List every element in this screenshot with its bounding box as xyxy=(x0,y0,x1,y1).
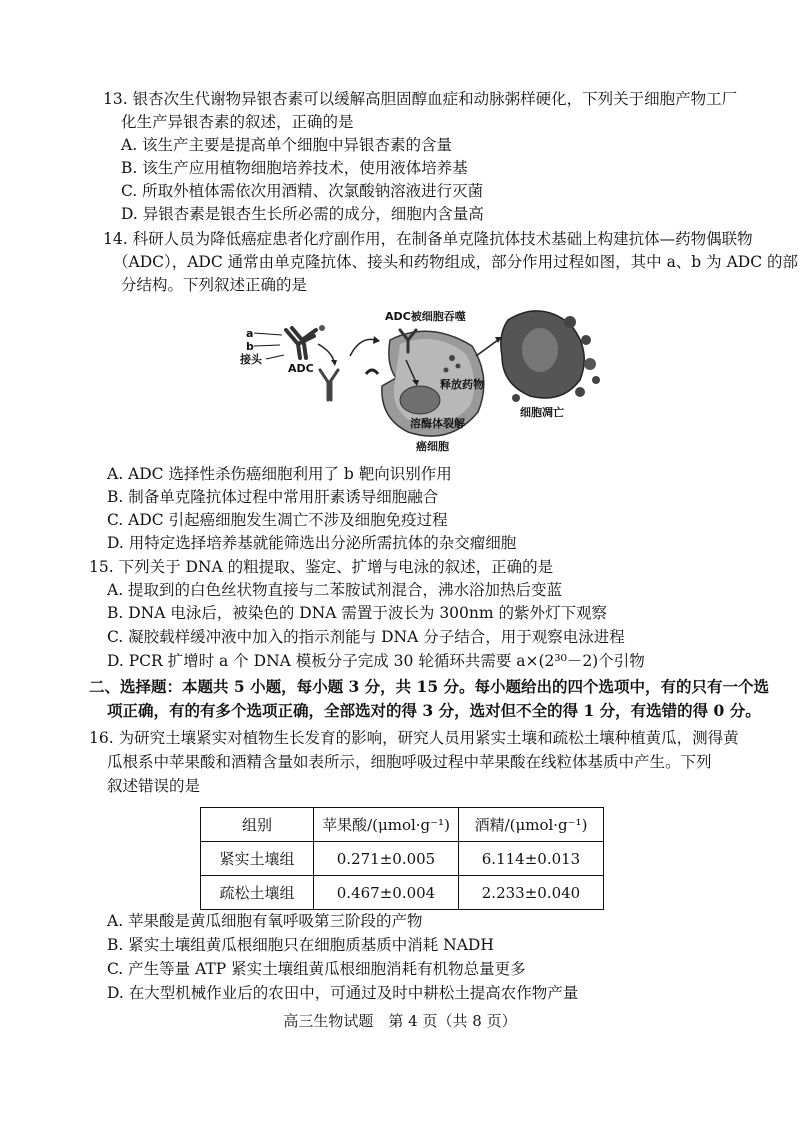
q14-stem-line2: （ADC），ADC 通常由单克隆抗体、接头和药物组成，部分作用过程如图，其中 a、b 为 ADC 的部 xyxy=(113,253,798,271)
figure-label-apoptosis: 细胞凋亡 xyxy=(520,406,564,419)
q14-stem-line3: 分结构。下列叙述正确的是 xyxy=(121,276,308,294)
q15-option-c: C. 凝胶载样缓冲液中加入的指示剂能与 DNA 分子结合，用于观察电泳进程 xyxy=(107,628,625,646)
figure-label-a: a xyxy=(246,327,254,340)
q13-stem-line1: 13. 银杏次生代谢物异银杏素可以缓解高胆固醇血症和动脉粥样硬化，下列关于细胞产物工厂 xyxy=(103,90,738,108)
q14-option-b: B. 制备单克隆抗体过程中常用肝素诱导细胞融合 xyxy=(107,488,439,506)
figure-label-adc: ADC xyxy=(288,362,314,375)
table-row xyxy=(201,842,604,876)
table-header-ethanol: 酒精/(μmol·g⁻¹) xyxy=(459,808,604,842)
q16-stem-line3: 叙述错误的是 xyxy=(107,777,201,795)
q16-stem-line2: 瓜根系中苹果酸和酒精含量如表所示，细胞呼吸过程中苹果酸在线粒体基质中产生。下列 xyxy=(107,753,712,771)
q14-option-a: A. ADC 选择性杀伤癌细胞利用了 b 靶向识别作用 xyxy=(107,465,452,483)
q16-option-d: D. 在大型机械作业后的农田中，可通过及时中耕松土提高农作物产量 xyxy=(107,984,579,1002)
figure-label-b: b xyxy=(246,340,254,353)
figure-label-linker: 接头 xyxy=(240,353,262,366)
q16-option-c: C. 产生等量 ATP 紧实土壤组黄瓜根细胞消耗有机物总量更多 xyxy=(107,960,526,978)
table-cell: 0.271±0.005 xyxy=(314,842,459,876)
q13-option-b: B. 该生产应用植物细胞培养技术，使用液体培养基 xyxy=(121,159,468,177)
adc-mechanism-figure xyxy=(240,300,600,460)
page-footer: 高三生物试题 第 4 页（共 8 页） xyxy=(283,1012,517,1030)
table-row xyxy=(201,876,604,910)
table-cell: 疏松土壤组 xyxy=(201,876,314,910)
q16-stem-line1: 16. 为研究土壤紧实对植物生长发育的影响，研究人员用紧实土壤和疏松土壤种植黄瓜，测得黄 xyxy=(89,729,739,747)
q13-stem-line2: 化生产异银杏素的叙述，正确的是 xyxy=(121,113,354,131)
antibody-icon xyxy=(320,370,338,400)
table-header-malic-acid: 苹果酸/(μmol·g⁻¹) xyxy=(314,808,459,842)
q13-option-a: A. 该生产主要是提高单个细胞中异银杏素的含量 xyxy=(121,136,453,154)
table-header-row xyxy=(201,808,604,842)
section2-instructions-line1: 二、选择题：本题共 5 小题，每小题 3 分，共 15 分。每小题给出的四个选项中，有的只有一个选 xyxy=(89,677,770,696)
table-cell: 2.233±0.040 xyxy=(459,876,604,910)
q15-option-d: D. PCR 扩增时 a 个 DNA 模板分子完成 30 轮循环共需要 a×(2³⁰－2)个引物 xyxy=(107,652,645,670)
table-cell: 紧实土壤组 xyxy=(201,842,314,876)
q16-option-a: A. 苹果酸是黄瓜细胞有氧呼吸第三阶段的产物 xyxy=(107,912,423,930)
figure-label-engulfed: ADC被细胞吞噬 xyxy=(385,310,466,323)
figure-label-cancer: 癌细胞 xyxy=(416,440,449,453)
q15-option-b: B. DNA 电泳后，被染色的 DNA 需置于波长为 300nm 的紫外灯下观察 xyxy=(107,604,608,622)
figure-label-lysosome: 溶酶体裂解 xyxy=(410,417,465,430)
q16-data-table xyxy=(200,807,604,910)
apoptotic-cell-icon xyxy=(501,311,600,402)
table-header-group: 组别 xyxy=(201,808,314,842)
q13-option-d: D. 异银杏素是银杏生长所必需的成分，细胞内含量高 xyxy=(121,205,484,223)
figure-label-release: 释放药物 xyxy=(440,378,484,391)
section2-instructions-line2: 项正确，有的有多个选项正确，全部选对的得 3 分，选对但不全的得 1 分，有选错的得 0 分。 xyxy=(107,701,761,720)
adc-molecule-icon xyxy=(286,325,325,358)
table-cell: 0.467±0.004 xyxy=(314,876,459,910)
q15-option-a: A. 提取到的白色丝状物直接与二苯胺试剂混合，沸水浴加热后变蓝 xyxy=(107,581,563,599)
q14-option-d: D. 用特定选择培养基就能筛选出分泌所需抗体的杂交瘤细胞 xyxy=(107,534,517,552)
table-cell: 6.114±0.013 xyxy=(459,842,604,876)
q13-option-c: C. 所取外植体需依次用酒精、次氯酸钠溶液进行灭菌 xyxy=(121,182,484,200)
q15-stem: 15. 下列关于 DNA 的粗提取、鉴定、扩增与电泳的叙述，正确的是 xyxy=(89,558,554,576)
q16-option-b: B. 紧实土壤组黄瓜根细胞只在细胞质基质中消耗 NADH xyxy=(107,936,494,954)
q14-option-c: C. ADC 引起癌细胞发生凋亡不涉及细胞免疫过程 xyxy=(107,511,448,529)
q14-stem-line1: 14. 科研人员为降低癌症患者化疗副作用，在制备单克隆抗体技术基础上构建抗体—药物偶联物 xyxy=(103,230,753,248)
